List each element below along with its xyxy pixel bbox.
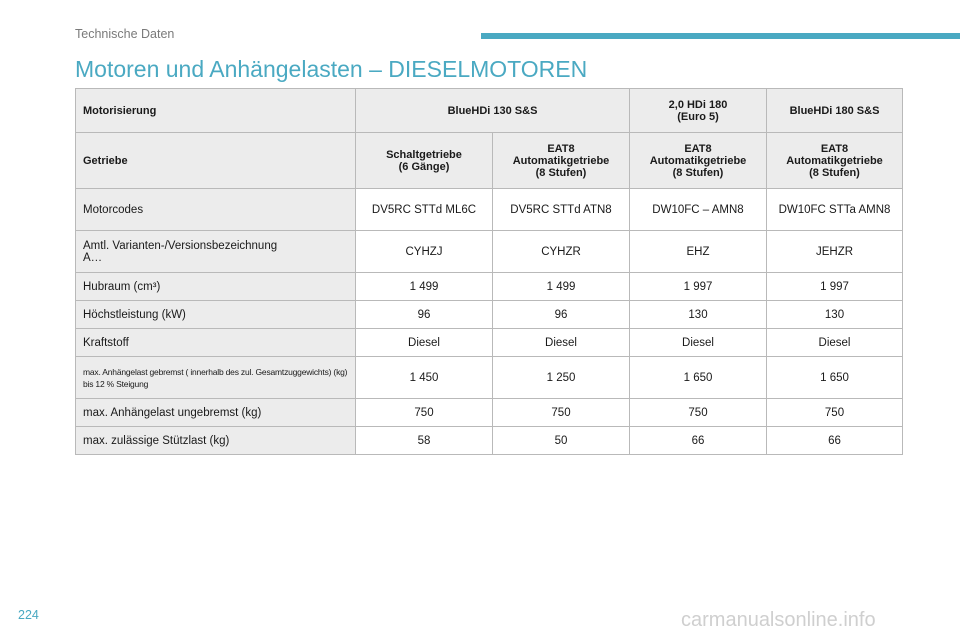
- table-cell: 58: [356, 427, 493, 455]
- table-cell: 1 650: [630, 357, 767, 399]
- table-row: [76, 231, 903, 273]
- table-cell: Diesel: [493, 329, 630, 357]
- engine-spec-table: [75, 88, 903, 455]
- row-label: Höchstleistung (kW): [76, 301, 356, 329]
- table-cell: 1 450: [356, 357, 493, 399]
- row-label: max. Anhängelast gebremst ( innerhalb des zul. Gesamtzuggewichts) (kg) bis 12 % Steigung: [76, 357, 356, 399]
- table-cell: DW10FC STTa AMN8: [767, 189, 903, 231]
- header-cell: Schaltgetriebe (6 Gänge): [356, 133, 493, 189]
- table-cell: 750: [493, 399, 630, 427]
- section-accent-bar: [481, 33, 960, 39]
- row-label: Kraftstoff: [76, 329, 356, 357]
- watermark: carmanualsonline.info: [681, 609, 876, 631]
- table-cell: 1 250: [493, 357, 630, 399]
- table-cell: 96: [493, 301, 630, 329]
- table-cell: 66: [630, 427, 767, 455]
- table-cell: DV5RC STTd ATN8: [493, 189, 630, 231]
- table-cell: 1 650: [767, 357, 903, 399]
- row-label: max. zulässige Stützlast (kg): [76, 427, 356, 455]
- page-title: Motoren und Anhängelasten – DIESELMOTOREN: [75, 56, 588, 82]
- table-row: [76, 301, 903, 329]
- header-cell: BlueHDi 130 S&S: [356, 89, 630, 133]
- row-label: Amtl. Varianten-/Versionsbezeichnung A…: [76, 231, 356, 273]
- table-cell: CYHZJ: [356, 231, 493, 273]
- table-row: [76, 329, 903, 357]
- row-label: Motorcodes: [76, 189, 356, 231]
- table-cell: Diesel: [767, 329, 903, 357]
- table-cell: 1 997: [630, 273, 767, 301]
- table-cell: Diesel: [356, 329, 493, 357]
- table-cell: CYHZR: [493, 231, 630, 273]
- row-label: Motorisierung: [76, 89, 356, 133]
- table-cell: 1 499: [493, 273, 630, 301]
- table-cell: 750: [767, 399, 903, 427]
- header-cell: 2,0 HDi 180 (Euro 5): [630, 89, 767, 133]
- row-label: max. Anhängelast ungebremst (kg): [76, 399, 356, 427]
- table-row: [76, 189, 903, 231]
- section-label: Technische Daten: [75, 27, 175, 41]
- table-row: [76, 133, 903, 189]
- table-cell: 130: [767, 301, 903, 329]
- table-cell: 66: [767, 427, 903, 455]
- table-row: [76, 399, 903, 427]
- table-cell: DW10FC – AMN8: [630, 189, 767, 231]
- table-cell: 50: [493, 427, 630, 455]
- header-cell: EAT8 Automatikgetriebe (8 Stufen): [630, 133, 767, 189]
- row-label: Getriebe: [76, 133, 356, 189]
- table-row: [76, 357, 903, 399]
- table-cell: 130: [630, 301, 767, 329]
- table-row: [76, 427, 903, 455]
- table-cell: 750: [630, 399, 767, 427]
- table-cell: DV5RC STTd ML6C: [356, 189, 493, 231]
- header-cell: BlueHDi 180 S&S: [767, 89, 903, 133]
- table-cell: Diesel: [630, 329, 767, 357]
- row-label: Hubraum (cm³): [76, 273, 356, 301]
- table-cell: 750: [356, 399, 493, 427]
- header-cell: EAT8 Automatikgetriebe (8 Stufen): [493, 133, 630, 189]
- table-cell: 1 997: [767, 273, 903, 301]
- table-cell: EHZ: [630, 231, 767, 273]
- table-cell: 96: [356, 301, 493, 329]
- table-row: [76, 273, 903, 301]
- spec-table-body: [76, 89, 903, 455]
- table-row: [76, 89, 903, 133]
- table-cell: 1 499: [356, 273, 493, 301]
- page-number: 224: [18, 608, 39, 622]
- header-cell: EAT8 Automatikgetriebe (8 Stufen): [767, 133, 903, 189]
- table-cell: JEHZR: [767, 231, 903, 273]
